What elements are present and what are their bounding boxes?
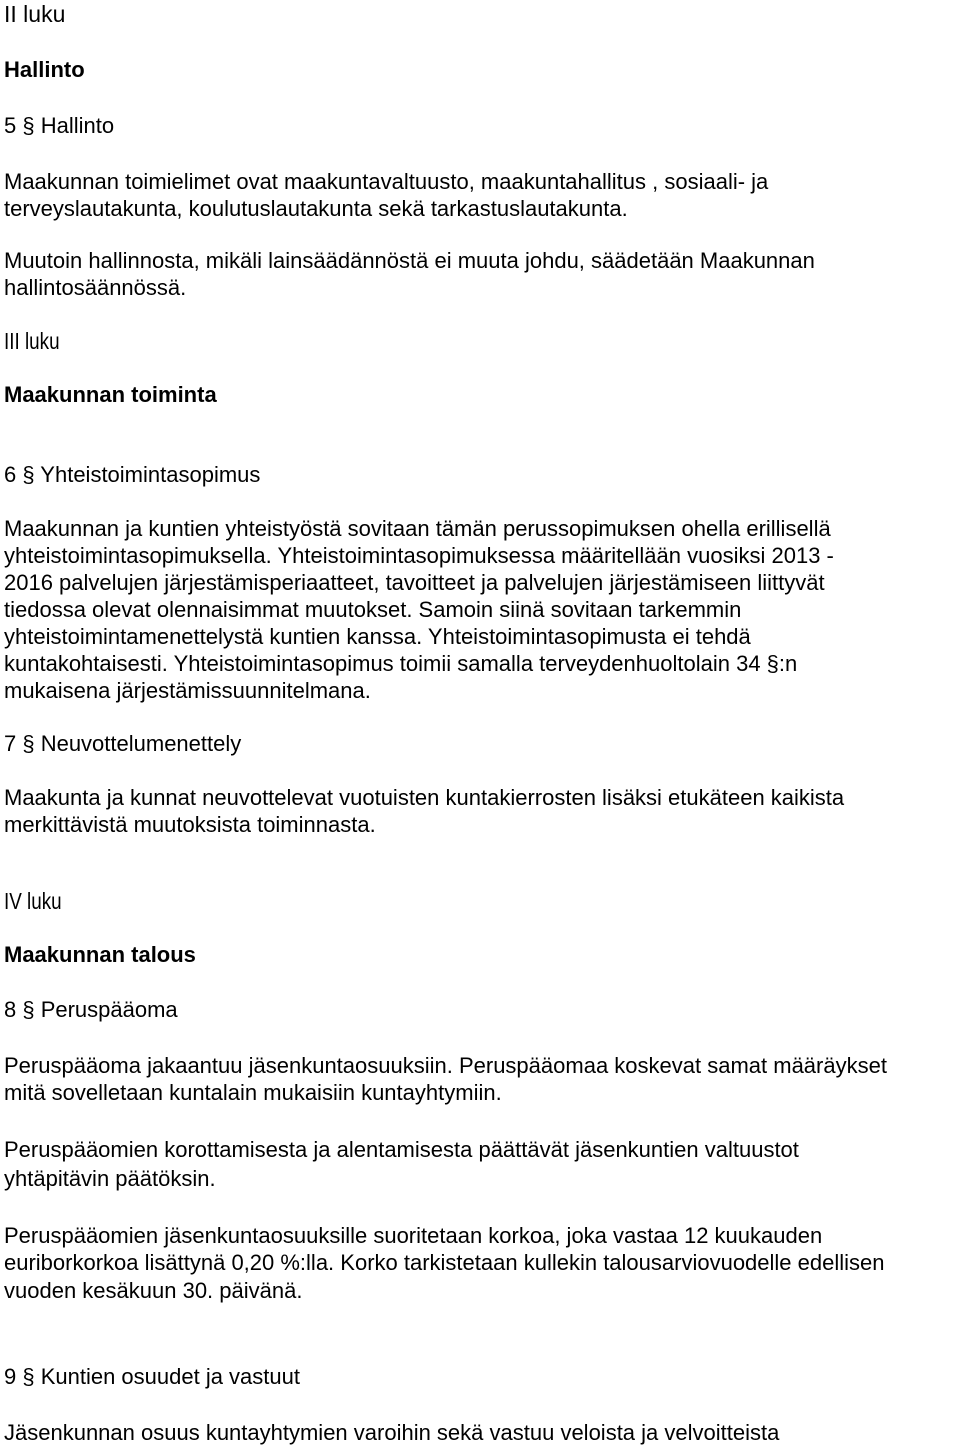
chapter-title: Hallinto	[4, 57, 85, 82]
chapter-label: II luku	[4, 1, 66, 27]
section-heading: 5 § Hallinto	[4, 113, 115, 138]
paragraph-line: Muutoin hallinnosta, mikäli lainsäädännöstä ei muuta johdu, säädetään Maakunnan	[4, 248, 815, 273]
paragraph-line: mukaisena järjestämissuunnitelmana.	[4, 678, 371, 703]
paragraph-line: Maakunnan toimielimet ovat maakuntavaltuusto, maakuntahallitus , sosiaali- ja	[4, 169, 769, 194]
section-heading: 9 § Kuntien osuudet ja vastuut	[4, 1364, 300, 1389]
paragraph-line: Peruspääomien jäsenkuntaosuuksille suoritetaan korkoa, joka vastaa 12 kuukauden	[4, 1223, 823, 1248]
paragraph-line: yhteistoimintamenettelystä kuntien kanssa. Yhteistoimintasopimusta ei tehdä	[4, 624, 751, 649]
section-heading: 7 § Neuvottelumenettely	[4, 731, 242, 756]
chapter-label: IV luku	[4, 888, 62, 914]
paragraph-line: yhtäpitävin päätöksin.	[4, 1166, 216, 1191]
paragraph-line: Maakunnan ja kuntien yhteistyöstä sovitaan tämän perussopimuksen ohella erillisellä	[4, 516, 831, 541]
paragraph-line: euriborkorkoa lisättynä 0,20 %:lla. Korko tarkistetaan kullekin talousarviovuodelle edellisen	[4, 1250, 885, 1275]
paragraph-line: Peruspääomien korottamisesta ja alentamisesta päättävät jäsenkuntien valtuustot	[4, 1137, 799, 1162]
chapter-title: Maakunnan talous	[4, 942, 196, 967]
paragraph-line: Peruspääoma jakaantuu jäsenkuntaosuuksiin. Peruspääomaa koskevat samat määräykset	[4, 1053, 887, 1078]
paragraph-line: kuntakohtaisesti. Yhteistoimintasopimus toimii samalla terveydenhuoltolain 34 §:n	[4, 651, 798, 676]
paragraph-line: terveyslautakunta, koulutuslautakunta sekä tarkastuslautakunta.	[4, 196, 628, 221]
paragraph-line: merkittävistä muutoksista toiminnasta.	[4, 812, 376, 837]
paragraph-line: tiedossa olevat olennaisimmat muutokset. Samoin siinä sovitaan tarkemmin	[4, 597, 742, 622]
paragraph-line: vuoden kesäkuun 30. päivänä.	[4, 1278, 303, 1303]
chapter-label: III luku	[4, 328, 60, 354]
paragraph-line: hallintosäännössä.	[4, 275, 187, 300]
paragraph-line: yhteistoimintasopimuksella. Yhteistoimintasopimuksessa määritellään vuosiksi 2013 -	[4, 543, 834, 568]
paragraph-line: Maakunta ja kunnat neuvottelevat vuotuisten kuntakierrosten lisäksi etukäteen kaikista	[4, 785, 845, 810]
paragraph-line: Jäsenkunnan osuus kuntayhtymien varoihin sekä vastuu veloista ja velvoitteista	[4, 1420, 780, 1445]
chapter-title: Maakunnan toiminta	[4, 382, 217, 407]
paragraph-line: 2016 palvelujen järjestämisperiaatteet, tavoitteet ja palvelujen järjestämiseen liittyvät	[4, 570, 825, 595]
section-heading: 6 § Yhteistoimintasopimus	[4, 462, 261, 487]
section-heading: 8 § Peruspääoma	[4, 997, 178, 1022]
paragraph-line: mitä sovelletaan kuntalain mukaisiin kuntayhtymiin.	[4, 1080, 502, 1105]
